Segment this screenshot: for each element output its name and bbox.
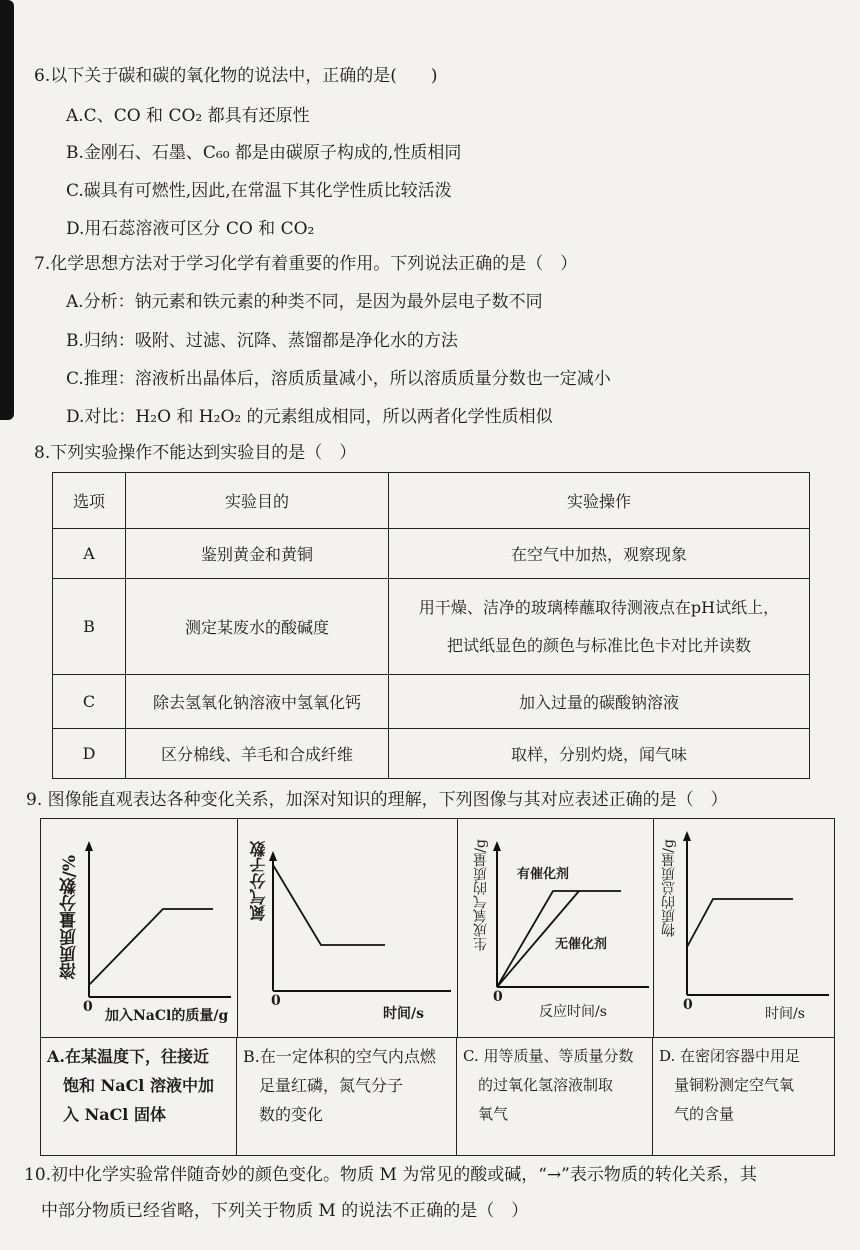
table-row <box>53 675 810 729</box>
q8-row-a-goal: 鉴别黄金和黄铜 <box>126 529 389 579</box>
q9-caption-b-line: 足量红磷，氮气分子 <box>243 1076 404 1095</box>
q6-option-c: C.碳具有可燃性,因此,在常温下其化学性质比较活泼 <box>66 181 452 201</box>
q9-caption-b <box>237 1037 457 1155</box>
y-axis-arrow <box>683 831 691 841</box>
q8-table <box>52 472 810 779</box>
page-edge-shadow <box>0 0 14 420</box>
q8-row-b-operation-line2: 把试纸显色的颜色与标准比色卡对比并读数 <box>446 635 751 655</box>
q9-graph-b-origin: 0 <box>271 993 281 1009</box>
q9-caption-a <box>41 1037 237 1155</box>
q8-row-c-goal: 除去氢氧化钠溶液中氢氧化钙 <box>126 675 389 729</box>
q8-row-b-operation-line1: 用干燥、洁净的玻璃棒蘸取待测液点在pH试纸上， <box>418 597 780 617</box>
q8-header-operation: 实验操作 <box>389 473 810 529</box>
q9-caption-c <box>457 1037 653 1155</box>
q9-caption-d-line: 气的含量 <box>659 1105 735 1123</box>
q9-caption-a-line: A.在某温度下，往接近 <box>47 1047 209 1066</box>
q9-graph-b <box>237 819 458 1037</box>
q9-graph-a <box>41 819 238 1037</box>
q6-stem: 6.以下关于碳和碳的氧化物的说法中，正确的是( ) <box>34 66 438 86</box>
q7-option-d: D.对比：H₂O 和 H₂O₂ 的元素组成相同，所以两者化学性质相似 <box>66 407 553 427</box>
q9-caption-d-line: 量铜粉测定空气氧 <box>659 1076 795 1094</box>
q9-stem: 9. 图像能直观表达各种变化关系，加深对知识的理解，下列图像与其对应表述正确的是（ ） <box>26 790 728 810</box>
q9-graph-b-xlabel: 时间/s <box>383 1006 424 1022</box>
q10-stem-line2: 中部分物质已经省略，下列关于物质 M 的说法不正确的是（ ） <box>24 1201 529 1221</box>
q6-option-b: B.金刚石、石墨、C₆₀ 都是由碳原子构成的,性质相同 <box>66 143 462 163</box>
curve-b <box>273 865 385 945</box>
q9-graph-c-xlabel: 反应时间/s <box>539 1004 607 1020</box>
q8-header-option: 选项 <box>53 473 126 529</box>
q9-graph-d-origin: 0 <box>683 997 693 1013</box>
y-axis-arrow <box>493 841 501 851</box>
q9-graph-b-svg <box>237 819 457 1037</box>
q9-graph-c-ylabel: 生成氧气的质量/g <box>473 839 489 951</box>
table-row <box>53 579 810 675</box>
q9-graph-d-svg <box>653 819 834 1037</box>
q9-caption-a-line: 入 NaCl 固体 <box>47 1105 166 1124</box>
q6-option-d: D.用石蕊溶液可区分 CO 和 CO₂ <box>66 219 315 239</box>
q9-caption-d-line: D. 在密闭容器中用足 <box>659 1047 801 1065</box>
q8-row-a-operation: 在空气中加热，观察现象 <box>389 529 810 579</box>
q9-graph-c-series-b: 无催化剂 <box>555 937 608 952</box>
q9-graph-grid <box>40 818 835 1156</box>
q9-graph-c-origin: 0 <box>493 989 503 1005</box>
q8-row-a-option: A <box>53 529 126 579</box>
q9-graph-a-ylabel: 溶质质量分数/% <box>60 855 80 980</box>
q7-option-c: C.推理：溶液析出晶体后，溶质质量减小，所以溶质质量分数也一定减小 <box>66 369 611 389</box>
q9-graph-d-ylabel: 物质的总质量/g <box>661 839 677 937</box>
q8-row-b-goal: 测定某废水的酸碱度 <box>126 579 389 675</box>
q8-header-goal: 实验目的 <box>126 473 389 529</box>
q9-graph-d-xlabel: 时间/s <box>765 1006 805 1022</box>
q7-option-b: B.归纳：吸附、过滤、沉降、蒸馏都是净化水的方法 <box>66 331 458 351</box>
q9-graph-a-origin: 0 <box>83 999 93 1015</box>
y-axis-arrow <box>269 851 277 861</box>
q7-stem: 7.化学思想方法对于学习化学有着重要的作用。下列说法正确的是（ ） <box>34 254 578 274</box>
q8-row-d-operation: 取样，分别灼烧，闻气味 <box>389 729 810 779</box>
q9-caption-d <box>653 1037 834 1155</box>
q9-caption-c-line: 氧气 <box>463 1105 509 1123</box>
q9-graph-b-ylabel: 氮气分子数 <box>249 841 268 921</box>
q8-row-b-option: B <box>53 579 126 675</box>
q8-row-d-goal: 区分棉线、羊毛和合成纤维 <box>126 729 389 779</box>
y-axis-arrow <box>85 841 93 851</box>
q8-row-c-operation: 加入过量的碳酸钠溶液 <box>389 675 810 729</box>
q9-caption-c-line: C. 用等质量、等质量分数 <box>463 1047 634 1065</box>
q9-graph-a-xlabel: 加入NaCl的质量/g <box>105 1008 229 1024</box>
q9-graph-c-series-a: 有催化剂 <box>517 867 570 882</box>
q7-option-a: A.分析：钠元素和铁元素的种类不同，是因为最外层电子数不同 <box>66 292 543 312</box>
table-row <box>53 729 810 779</box>
q9-graph-d <box>653 819 834 1037</box>
q9-graph-c <box>457 819 654 1037</box>
q8-row-b-operation <box>389 579 810 675</box>
table-row <box>53 529 810 579</box>
q6-option-a: A.C、CO 和 CO₂ 都具有还原性 <box>66 106 310 126</box>
q8-row-d-option: D <box>53 729 126 779</box>
curve-d <box>687 899 793 947</box>
q9-caption-b-line: 数的变化 <box>243 1105 324 1124</box>
q8-row-c-option: C <box>53 675 126 729</box>
q9-caption-c-line: 的过氧化氢溶液制取 <box>463 1076 614 1094</box>
q8-stem: 8.下列实验操作不能达到实验目的是（ ） <box>34 443 357 463</box>
q9-caption-b-line: B.在一定体积的空气内点燃 <box>243 1047 436 1066</box>
q9-caption-a-line: 饱和 NaCl 溶液中加 <box>47 1076 214 1095</box>
curve-a <box>89 909 213 985</box>
q10-stem-line1: 10.初中化学实验常伴随奇妙的颜色变化。物质 M 为常见的酸或碱，“→”表示物质的转化关系，其 <box>24 1165 757 1185</box>
